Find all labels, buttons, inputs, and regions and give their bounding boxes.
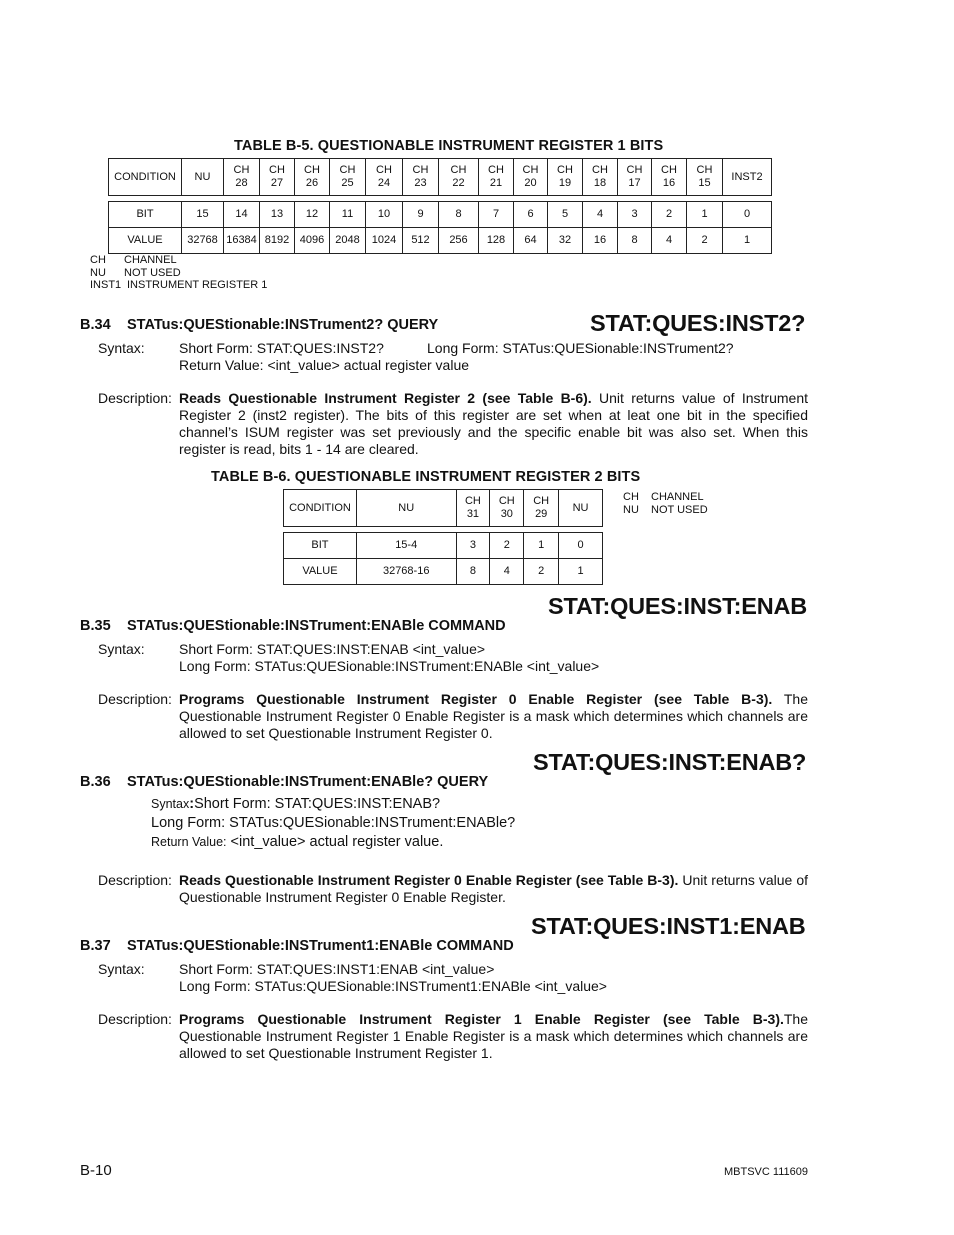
short-form: Short Form: STAT:QUES:INST:ENAB <int_value> (179, 641, 486, 657)
legend-item (90, 267, 267, 280)
legend-text: INSTRUMENT REGISTER 1 (127, 279, 268, 291)
short-form: Short Form: STAT:QUES:INST2? (179, 340, 384, 356)
table-b5-value-row (109, 228, 772, 254)
table-b5-bit-cell: 12 (295, 202, 330, 228)
table-b5-value-cell: 1024 (366, 228, 403, 254)
section-number: B.36 (80, 774, 111, 790)
table-b6-bit-cell: 0 (559, 533, 603, 559)
table-b5-value-cell: 16384 (224, 228, 260, 254)
description-label: Description: (98, 1011, 172, 1027)
syntax-label: Syntax (151, 797, 190, 811)
description-bold: Reads Questionable Instrument Register 0 Enable Register (see Table B-3). (179, 872, 679, 888)
table-b5-bit-cell: 3 (618, 202, 652, 228)
description-b36 (179, 872, 808, 906)
table-b5-value-cell: 4 (652, 228, 687, 254)
table-b5-header-cell: CH 25 (330, 159, 366, 196)
table-b5-value-cell: 4096 (295, 228, 330, 254)
legend-abbr: NU (623, 503, 639, 516)
description-b35 (179, 691, 808, 742)
syntax-label: Syntax: (98, 340, 145, 356)
syntax-label: Syntax: (98, 641, 145, 657)
table-b6-bit-cell: 3 (456, 533, 490, 559)
table-b5-bit-cell: 5 (548, 202, 583, 228)
table-b5-header-cell: CH 17 (618, 159, 652, 196)
table-b5-bit-cell: 11 (330, 202, 366, 228)
table-b5-value-cell: 2048 (330, 228, 366, 254)
table-b5-header-row (109, 159, 772, 196)
syntax-colon: : (189, 796, 195, 812)
return-text: <int_value> actual register value. (226, 834, 444, 850)
table-b6-caption: TABLE B-6. QUESTIONABLE INSTRUMENT REGISTER 2 BITS (211, 469, 641, 485)
command-stat-ques-inst-enab: STAT:QUES:INST:ENAB (548, 593, 808, 619)
legend-abbr: NU (90, 266, 106, 279)
table-b6-value-cell: 1 (559, 559, 603, 585)
description-bold: Reads Questionable Instrument Register 2 (see Table B-6). (179, 390, 592, 406)
description-label: Description: (98, 390, 172, 406)
table-b5-bit-cell: 14 (224, 202, 260, 228)
table-b5-header-cell: CH 15 (687, 159, 723, 196)
table-b6-bit-label: BIT (284, 533, 357, 559)
long-form: Long Form: STATus:QUESionable:INSTrument:ENABle <int_value> (179, 658, 600, 674)
command-stat-ques-inst2: STAT:QUES:INST2? (590, 310, 806, 336)
table-b5-bit-cell: 2 (652, 202, 687, 228)
syntax-label: Syntax: (98, 961, 145, 977)
section-b34-heading (80, 317, 438, 333)
legend-text: CHANNEL (124, 254, 177, 266)
table-b5-value-cell: 32768 (182, 228, 224, 254)
syntax-line-b36 (151, 796, 440, 812)
legend-text: NOT USED (124, 266, 181, 279)
table-b5-value-cell: 32 (548, 228, 583, 254)
description-b37 (179, 1011, 808, 1062)
table-b6-header-cell: NU (356, 490, 456, 527)
description-bold: Programs Questionable Instrument Register 0 Enable Register (see Table B-3). (179, 691, 773, 707)
table-b5-header-cell: CH 24 (366, 159, 403, 196)
section-title: STATus:QUEStionable:INSTrument2? QUERY (127, 317, 439, 333)
description-bold: Programs Questionable Instrument Register 1 Enable Register (see Table B-3). (179, 1011, 784, 1027)
table-b6-header-row (284, 490, 603, 527)
table-b5-value-cell: 16 (583, 228, 618, 254)
table-b5-bit-cell: 9 (403, 202, 439, 228)
table-b5-header-cell: CH 28 (224, 159, 260, 196)
table-b6-value-cell: 4 (490, 559, 524, 585)
section-title: STATus:QUEStionable:INSTrument:ENABle? QUERY (127, 774, 489, 790)
table-b5-bit-cell: 10 (366, 202, 403, 228)
command-stat-ques-inst-enab-query: STAT:QUES:INST:ENAB? (533, 749, 807, 775)
table-b5-bit-cell: 1 (687, 202, 723, 228)
legend-item (90, 254, 267, 267)
table-b6-bit-cell: 1 (524, 533, 559, 559)
table-b5-value-cell: 64 (514, 228, 548, 254)
table-b5-header-cell: CH 19 (548, 159, 583, 196)
table-b6 (283, 489, 603, 585)
table-b6-value-label: VALUE (284, 559, 357, 585)
table-b5-condition-label: CONDITION (109, 159, 182, 196)
table-b5-header-cell: CH 18 (583, 159, 618, 196)
table-b5-bit-cell: 6 (514, 202, 548, 228)
short-form: Short Form: STAT:QUES:INST1:ENAB <int_value> (179, 961, 495, 977)
section-number: B.35 (80, 618, 111, 634)
description-text: The Questionable Instrument Register 0 Enable Register is a mask which determines which channels are allowed to set Questionable Instrument Register 0. (179, 691, 808, 741)
table-b6-bit-cell: 15-4 (356, 533, 456, 559)
table-b5-header-cell: CH 22 (439, 159, 479, 196)
table-b5 (108, 158, 772, 254)
table-b5-bit-cell: 7 (479, 202, 514, 228)
return-label: Return Value: (151, 835, 227, 849)
section-title: STATus:QUEStionable:INSTrument1:ENABle COMMAND (127, 938, 514, 954)
table-b5-header-cell: CH 23 (403, 159, 439, 196)
page-number: B-10 (80, 1162, 112, 1179)
description-text: Unit returns value of Instrument Register 2 (inst2 register). The bits of this register are set when at leat one bit in the specified channel’s ISUM register was set previously and the specific enable bit was also set. When this register is read, bits 1 - 14 are cleared. (179, 390, 808, 457)
table-b6-header-cell: CH 29 (524, 490, 559, 527)
legend-text: CHANNEL (651, 491, 704, 503)
table-b5-bit-row (109, 202, 772, 228)
table-b5-bit-cell: 0 (723, 202, 772, 228)
section-b36-heading (80, 774, 488, 790)
table-b5-header-cell: INST2 (723, 159, 772, 196)
legend-item (623, 491, 708, 504)
long-form: Long Form: STATus:QUESionable:INSTrument2? (427, 340, 734, 356)
table-b5-value-cell: 256 (439, 228, 479, 254)
table-b5-bit-cell: 8 (439, 202, 479, 228)
description-b34 (179, 390, 808, 458)
table-b5-bit-cell: 4 (583, 202, 618, 228)
table-b5-bit-cell: 13 (260, 202, 295, 228)
document-id: MBTSVC 111609 (724, 1166, 808, 1178)
description-text: The Questionable Instrument Register 1 Enable Register is a mask which determines which channels are allowed to set Questionable Instrument Register 1. (179, 1011, 808, 1061)
table-b5-value-cell: 8 (618, 228, 652, 254)
table-b6-bit-cell: 2 (490, 533, 524, 559)
table-b6-value-cell: 2 (524, 559, 559, 585)
table-b6-value-row (284, 559, 603, 585)
table-b6-bit-row (284, 533, 603, 559)
section-title: STATus:QUEStionable:INSTrument:ENABle COMMAND (127, 618, 506, 634)
table-b6-condition-label: CONDITION (284, 490, 357, 527)
return-line-b36 (151, 834, 443, 850)
legend-abbr: CH (623, 491, 639, 503)
table-b5-header-cell: CH 26 (295, 159, 330, 196)
command-stat-ques-inst1-enab: STAT:QUES:INST1:ENAB (531, 913, 806, 939)
table-b6-header-cell: CH 30 (490, 490, 524, 527)
table-b5-caption: TABLE B-5. QUESTIONABLE INSTRUMENT REGISTER 1 BITS (234, 138, 664, 154)
table-b5-header-cell: CH 21 (479, 159, 514, 196)
legend-abbr: CH (90, 254, 106, 266)
table-b5-bit-label: BIT (109, 202, 182, 228)
table-b5-value-cell: 128 (479, 228, 514, 254)
legend-item (90, 279, 267, 292)
description-text: Unit returns value of Questionable Instrument Register 0 Enable Register. (179, 872, 809, 905)
short-form: Short Form: STAT:QUES:INST:ENAB? (194, 796, 441, 812)
table-b6-value-cell: 8 (456, 559, 490, 585)
description-label: Description: (98, 872, 172, 888)
section-b37-heading (80, 938, 514, 954)
table-b5-header-cell: CH 27 (260, 159, 295, 196)
section-number: B.34 (80, 317, 111, 333)
table-b5-header-cell: CH 16 (652, 159, 687, 196)
long-form: Long Form: STATus:QUESionable:INSTrument1:ENABle <int_value> (179, 978, 607, 994)
table-b5-header-cell: CH 20 (514, 159, 548, 196)
legend-text: NOT USED (651, 503, 708, 516)
table-b5-value-cell: 512 (403, 228, 439, 254)
table-b5-value-cell: 1 (723, 228, 772, 254)
description-label: Description: (98, 691, 172, 707)
table-b6-legend (623, 491, 708, 516)
table-b6-value-cell: 32768-16 (356, 559, 456, 585)
table-b6-header-cell: CH 31 (456, 490, 490, 527)
table-b5-legend (90, 254, 267, 292)
table-b5-value-label: VALUE (109, 228, 182, 254)
section-b35-heading (80, 618, 506, 634)
table-b6-header-cell: NU (559, 490, 603, 527)
legend-item (623, 504, 708, 517)
long-form: Long Form: STATus:QUESionable:INSTrument:ENABle? (151, 815, 516, 831)
table-b5-header-cell: NU (182, 159, 224, 196)
table-b5-value-cell: 8192 (260, 228, 295, 254)
table-b5-value-cell: 2 (687, 228, 723, 254)
return-value: Return Value: <int_value> actual register value (179, 357, 470, 373)
table-b5-bit-cell: 15 (182, 202, 224, 228)
section-number: B.37 (80, 938, 111, 954)
legend-abbr: INST1 (90, 279, 122, 291)
